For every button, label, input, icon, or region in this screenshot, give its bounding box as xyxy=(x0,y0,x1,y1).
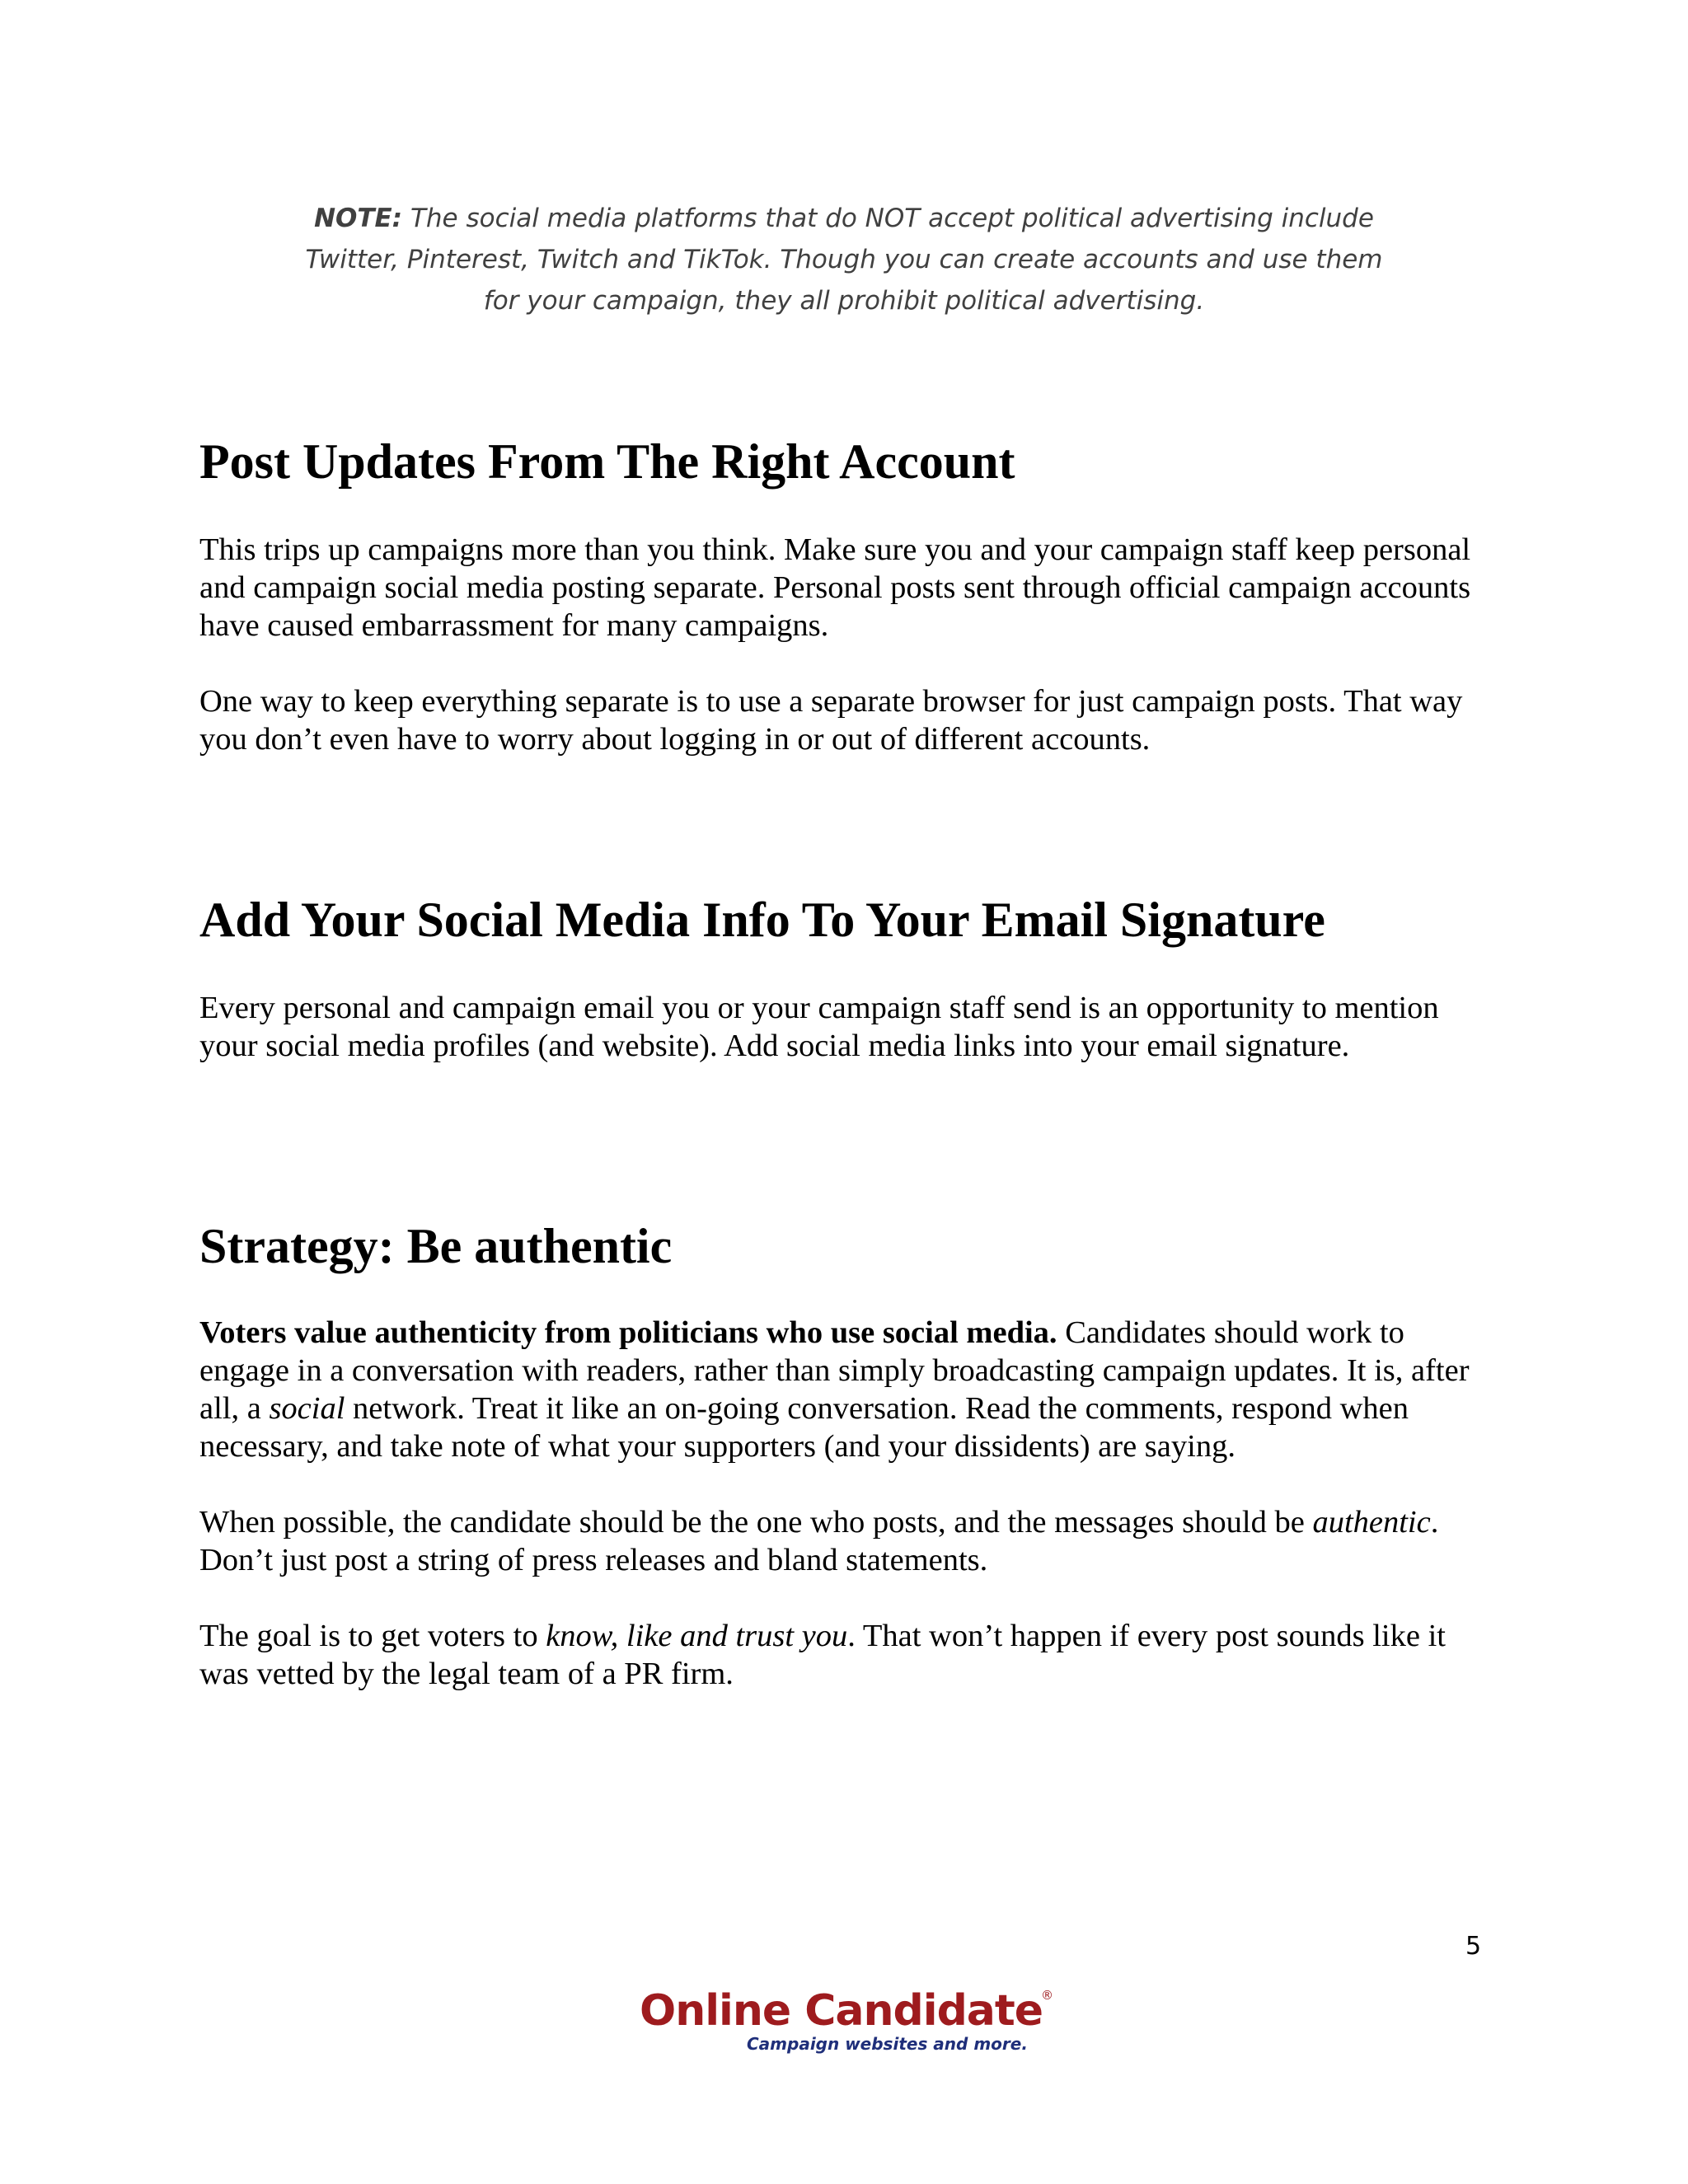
note-label: NOTE: xyxy=(314,204,403,233)
registered-mark: ® xyxy=(1041,1988,1053,2003)
online-candidate-logo xyxy=(640,1985,1052,2059)
note-line-1: NOTE: The social media platforms that do NOT accept political advertising include xyxy=(314,204,1374,233)
paragraph-post-updates-1: This trips up campaigns more than you think. Make sure you and your campaign staff keep personal and campaign social media posting separate. Personal posts sent through official campaign accounts have caused embarrassment for many campaigns. xyxy=(199,532,1471,643)
page-number: 5 xyxy=(1465,1932,1482,1961)
paragraph-authentic-1: Voters value authenticity from politicians who use social media. Candidates should work to engage in a conversation with readers, rather than simply broadcasting campaign updates. It is, after all, a social network. Treat it like an on-going conversation. Read the comments, respond when necessary, and take note of what your supporters (and your dissidents) are saying. xyxy=(199,1315,1470,1464)
heading-be-authentic: Strategy: Be authentic xyxy=(199,1219,673,1273)
heading-post-updates: Post Updates From The Right Account xyxy=(199,434,1015,489)
paragraph-post-updates-2: One way to keep everything separate is to use a separate browser for just campaign posts. That way you don’t even have to worry about logging in or out of different accounts. xyxy=(199,684,1463,757)
note-line-2: Twitter, Pinterest, Twitch and TikTok. Though you can create accounts and use them xyxy=(305,245,1383,274)
logo-tagline: Campaign websites and more. xyxy=(747,2034,1028,2054)
paragraph-authentic-2: When possible, the candidate should be the one who posts, and the messages should be authentic. Don’t just post a string of press releases and bland statements. xyxy=(199,1505,1439,1577)
paragraph-email-signature-1: Every personal and campaign email you or your campaign staff send is an opportunity to mention your social media profiles (and website). Add social media links into your email signature. xyxy=(199,991,1439,1063)
paragraph-authentic-3: The goal is to get voters to know, like and trust you. That won’t happen if every post sounds like it was vetted by the legal team of a PR firm. xyxy=(199,1619,1446,1691)
logo-wordmark: Online Candidate xyxy=(640,1986,1043,2036)
note-block xyxy=(247,198,1441,321)
note-line-3: for your campaign, they all prohibit political advertising. xyxy=(483,286,1205,316)
heading-email-signature: Add Your Social Media Info To Your Email Signature xyxy=(199,893,1325,947)
